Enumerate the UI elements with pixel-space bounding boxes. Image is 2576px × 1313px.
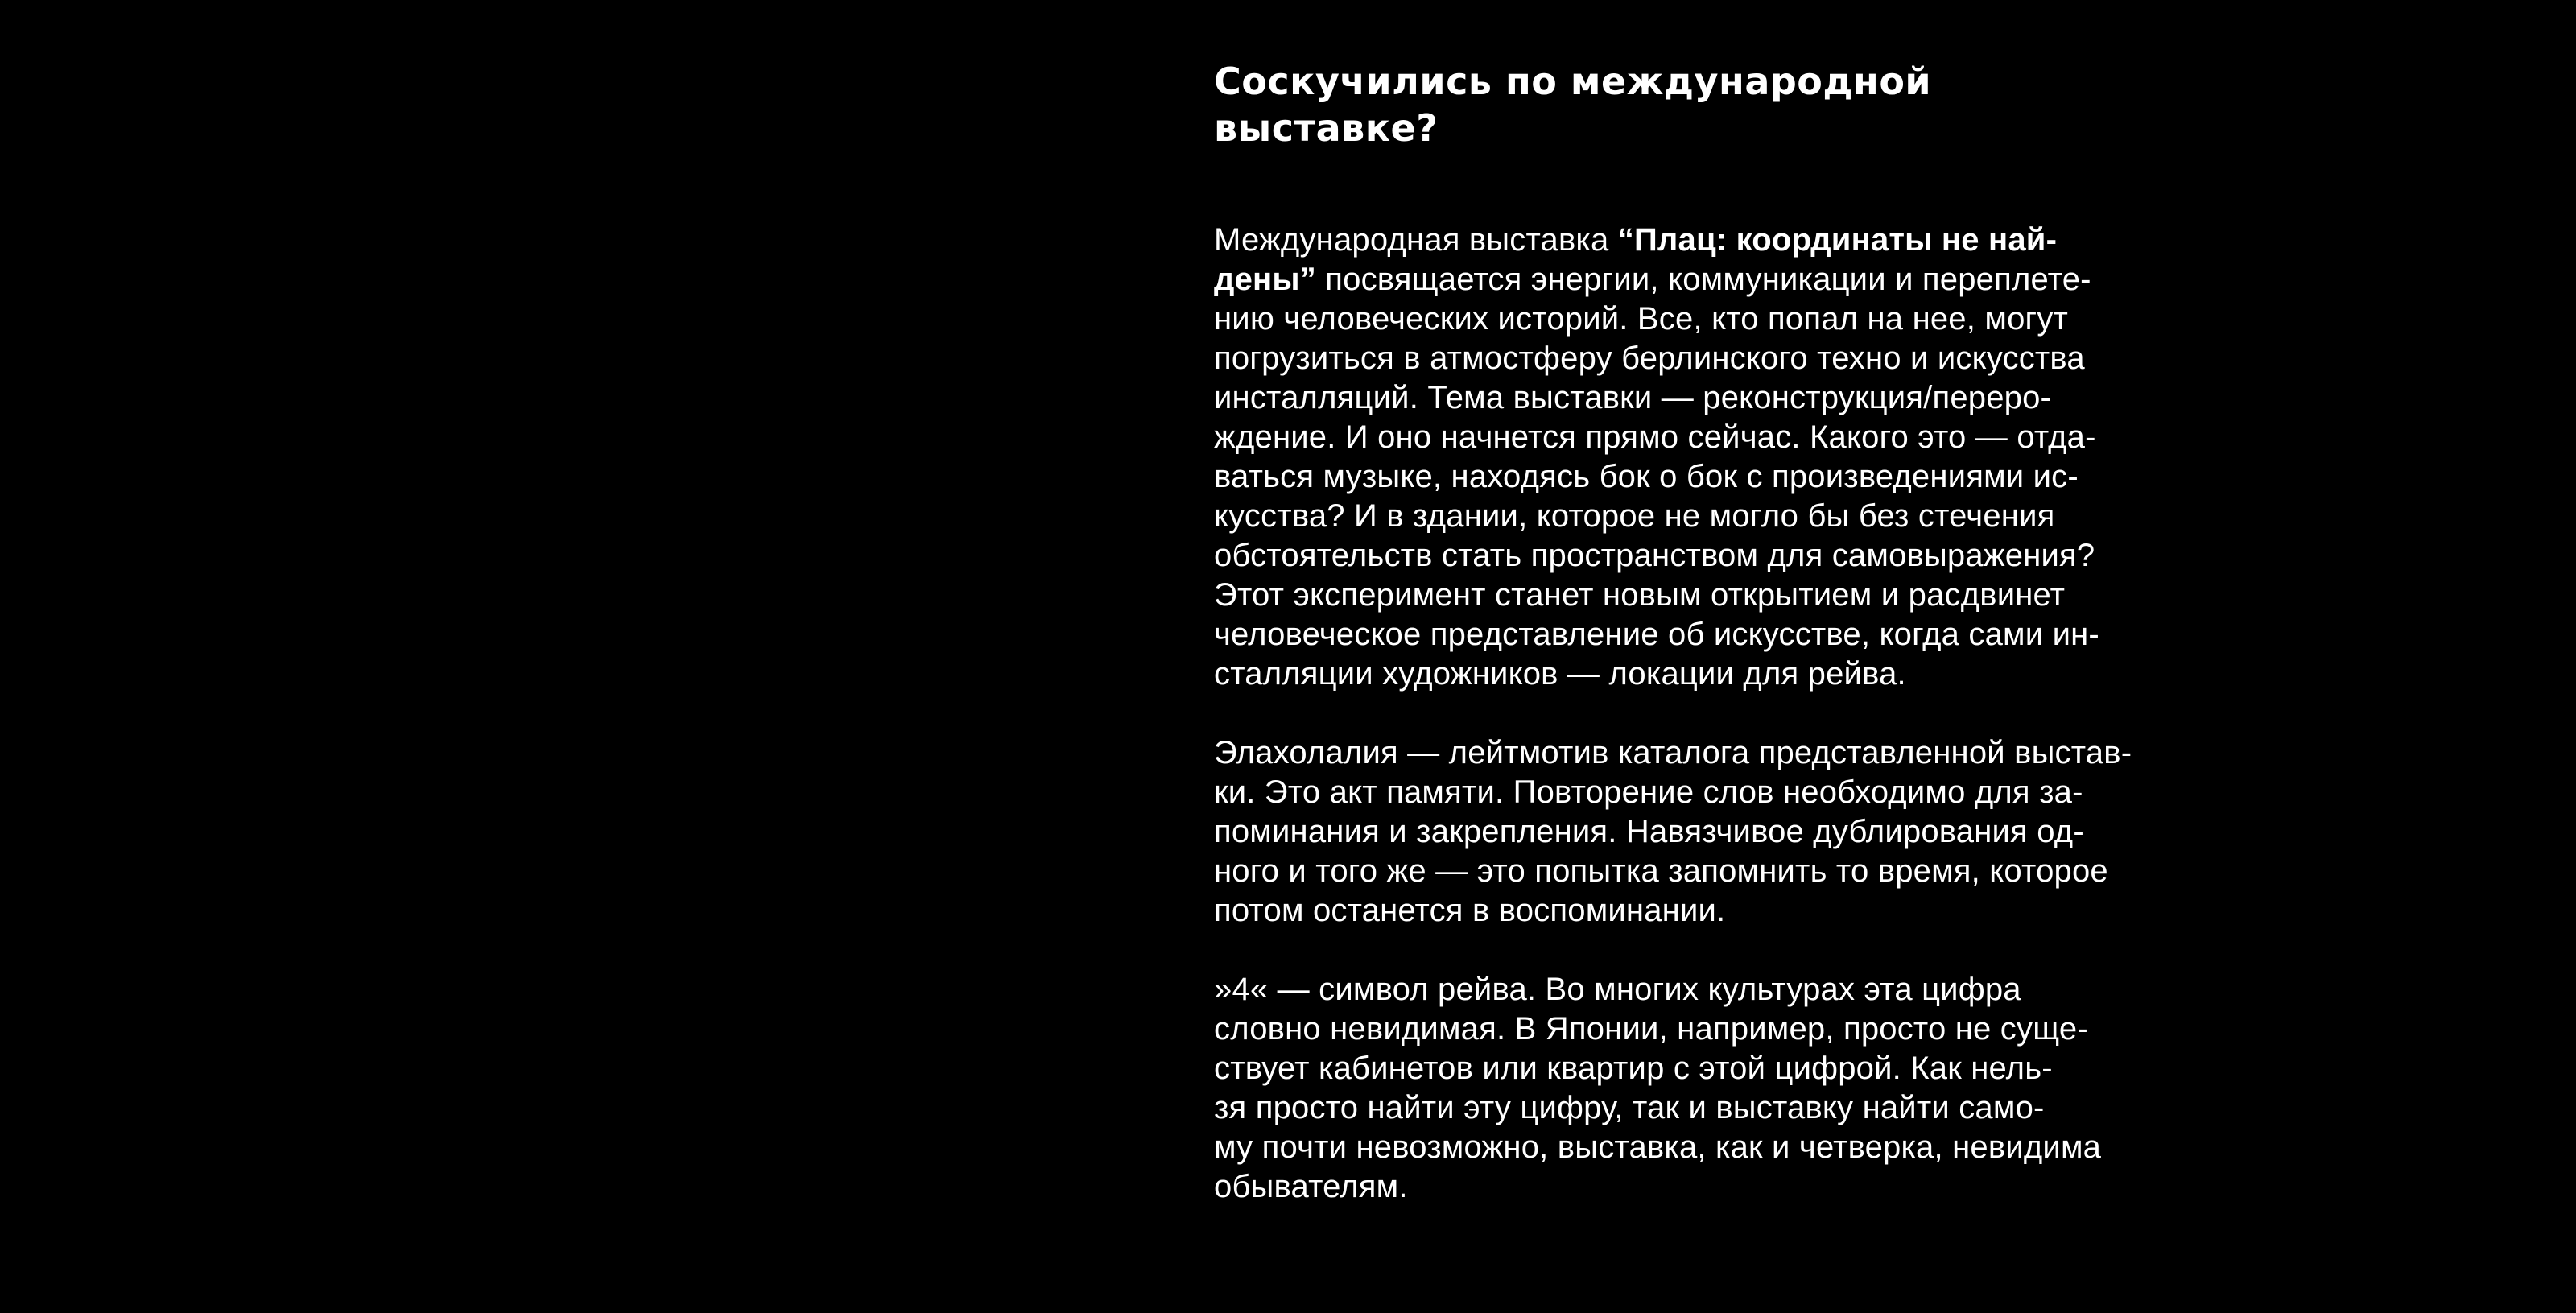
text-line: словно невидимая. В Японии, например, просто не суще- [1214,1011,2088,1047]
text-line: му почти невозможно, выставка, как и четверка, невидима [1214,1129,2102,1165]
text-line: ваться музыке, находясь бок о бок с произведениями ис- [1214,459,2079,494]
text-line: ки. Это акт памяти. Повторение слов необходимо для за- [1214,774,2083,810]
text-line: ствует кабинетов или квартир с этой цифрой. Как нель- [1214,1051,2053,1086]
text-line: »4« — символ рейва. Во многих культурах эта цифра [1214,972,2021,1007]
exhibition-name: “Плац: координаты не най- [1617,222,2058,258]
text-line [1214,221,2228,260]
echolalia-paragraph [1214,733,2228,931]
text-line: зя просто найти эту цифру, так и выставку найти само- [1214,1090,2045,1125]
text-line: погрузиться в атмостферу берлинского техно и искусства [1214,341,2085,376]
symbol-paragraph [1214,970,2228,1207]
text-line: ного и того же — это попытка запомнить то время, которое [1214,853,2108,889]
text-line: инсталляций. Тема выставки — реконструкция/переро- [1214,380,2052,415]
text-line: нию человеческих историй. Все, кто попал на нее, могут [1214,301,2069,337]
title-line: выставке? [1214,106,1439,150]
text-line: кусства? И в здании, которое не могло бы без стечения [1214,498,2055,534]
text-line: ждение. И оно начнется прямо сейчас. Какого это — отда- [1214,419,2096,455]
text-column [1214,58,2228,1207]
text-line: поминания и закрепления. Навязчивое дублирования од- [1214,814,2084,849]
page-title [1214,58,2067,151]
text-line: обывателям. [1214,1169,1408,1204]
text-line [1214,260,2228,299]
text-line: потом останется в воспоминании. [1214,893,1726,928]
title-line: Соскучились по международной [1214,60,1932,103]
text-line: Этот эксперимент станет новым открытием и расдвинет [1214,577,2066,613]
text-line: человеческое представление об искусстве, когда сами ин- [1214,617,2099,652]
exhibition-name: дены” [1214,262,1316,297]
text-run: посвящается энергии, коммуникации и переплете- [1315,262,2091,297]
text-line: сталляции художников — локации для рейва. [1214,656,1906,692]
text-line: обстоятельств стать пространством для самовыражения? [1214,538,2095,573]
article-body [1214,221,2228,1207]
intro-paragraph [1214,221,2228,694]
text-run: Международная выставка [1214,222,1618,258]
text-line: Элахолалия — лейтмотив каталога представленной выстав- [1214,735,2132,770]
